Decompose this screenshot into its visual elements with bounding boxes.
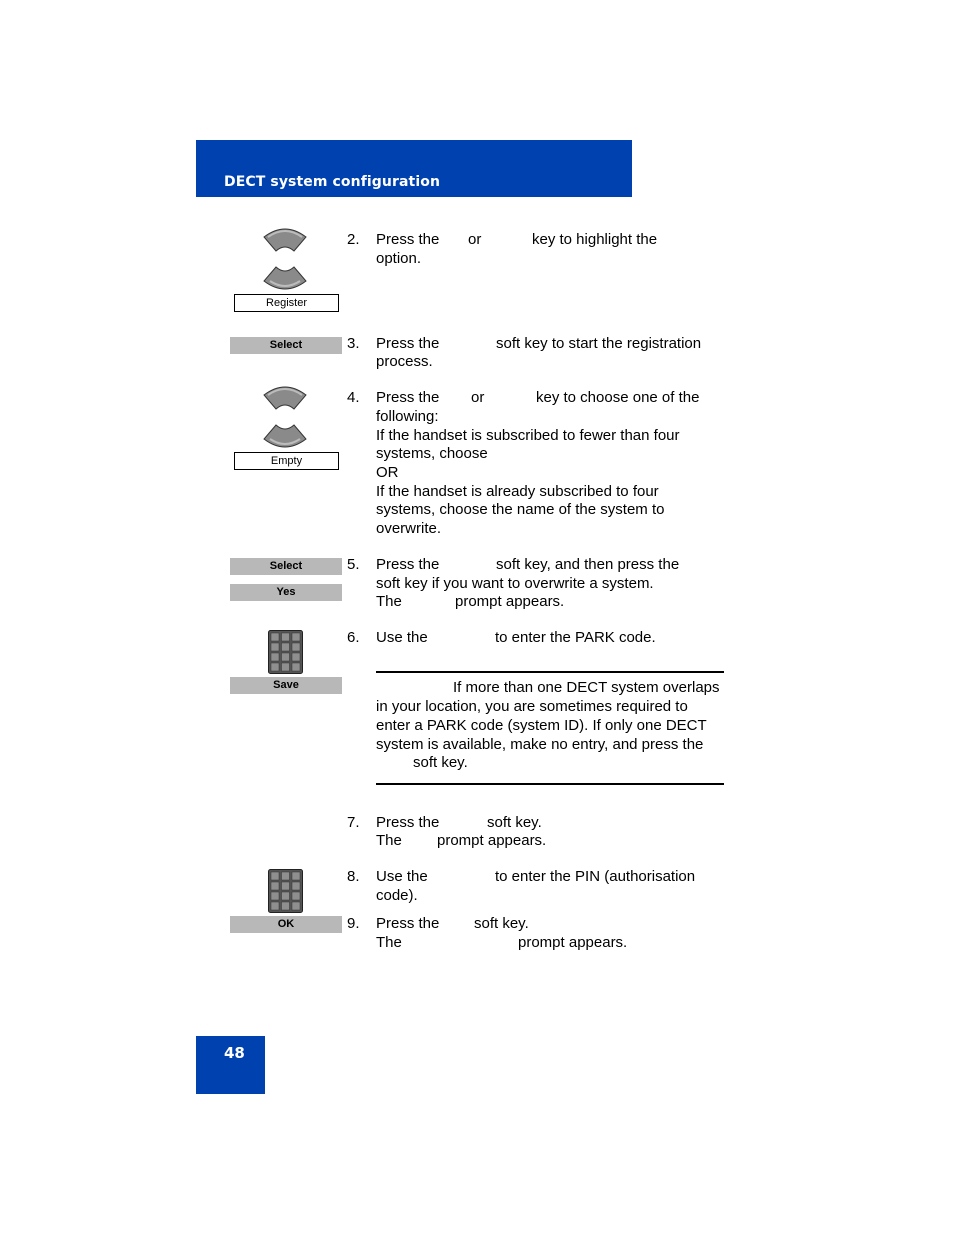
note-text: in your location, you are sometimes required to [376,698,688,715]
note-bottom-rule [376,783,724,785]
step-text: soft key to start the registration [496,335,702,352]
step-text: If the handset is already subscribed to four [376,483,659,500]
step-text: OR [376,464,399,481]
select-softkey[interactable]: Select [230,337,342,354]
step-text: process. [376,353,433,370]
display-register: Register [234,294,339,312]
navigation-down-key-icon [262,421,308,451]
step-number: 7. [347,814,360,831]
step-text: prompt appears. [437,832,547,849]
step-number: 3. [347,335,360,352]
note-text: enter a PARK code (system ID). If only one DECT [376,717,707,734]
yes-softkey[interactable]: Yes [230,584,342,601]
step-text: code). [376,887,418,904]
navigation-down-key-icon [262,263,308,293]
step-text: The [376,832,402,849]
note-text: system is available, make no entry, and press the [376,736,704,753]
ok-softkey[interactable]: OK [230,916,342,933]
step-text: or [471,389,485,406]
step-text: soft key. [474,915,529,932]
display-empty: Empty [234,452,339,470]
step-text: soft key. [487,814,542,831]
navigation-up-key-icon [262,225,308,255]
dialpad-icon [268,630,303,674]
step-text: overwrite. [376,520,442,537]
step-text: prompt appears. [518,934,628,951]
step-text: prompt appears. [455,593,565,610]
step-text: Use the [376,629,428,646]
step-number: 2. [347,231,360,248]
page-number: 48 [224,1044,245,1062]
note-top-rule [376,671,724,673]
navigation-up-key-icon [262,383,308,413]
dialpad-icon [268,869,303,913]
step-number: 5. [347,556,360,573]
step-number: 4. [347,389,360,406]
step-text: Use the [376,868,428,885]
step-number: 6. [347,629,360,646]
step-text: soft key, and then press the [496,556,680,573]
step-number: 9. [347,915,360,932]
note-text: If more than one DECT system overlaps [453,679,720,696]
section-title: DECT system configuration [224,174,441,190]
save-softkey[interactable]: Save [230,677,342,694]
step-text: systems, choose the name of the system to [376,501,665,518]
step-text: systems, choose [376,445,488,462]
step-text: The [376,593,402,610]
step-text: or [468,231,482,248]
step-text: key to highlight the [532,231,658,248]
step-text: If the handset is subscribed to fewer than four [376,427,680,444]
step-number: 8. [347,868,360,885]
step-text: soft key if you want to overwrite a system. [376,575,654,592]
step-text: Press the [376,335,440,352]
step-text: Press the [376,231,440,248]
step-text: Press the [376,814,440,831]
step-text: to enter the PIN (authorisation [495,868,696,885]
step-text: to enter the PARK code. [495,629,656,646]
step-text: following: [376,408,439,425]
select-softkey[interactable]: Select [230,558,342,575]
note-text: soft key. [413,754,468,771]
step-text: key to choose one of the [536,389,700,406]
step-text: The [376,934,402,951]
step-text: option. [376,250,422,267]
step-text: Press the [376,915,440,932]
step-text: Press the [376,556,440,573]
step-text: Press the [376,389,440,406]
